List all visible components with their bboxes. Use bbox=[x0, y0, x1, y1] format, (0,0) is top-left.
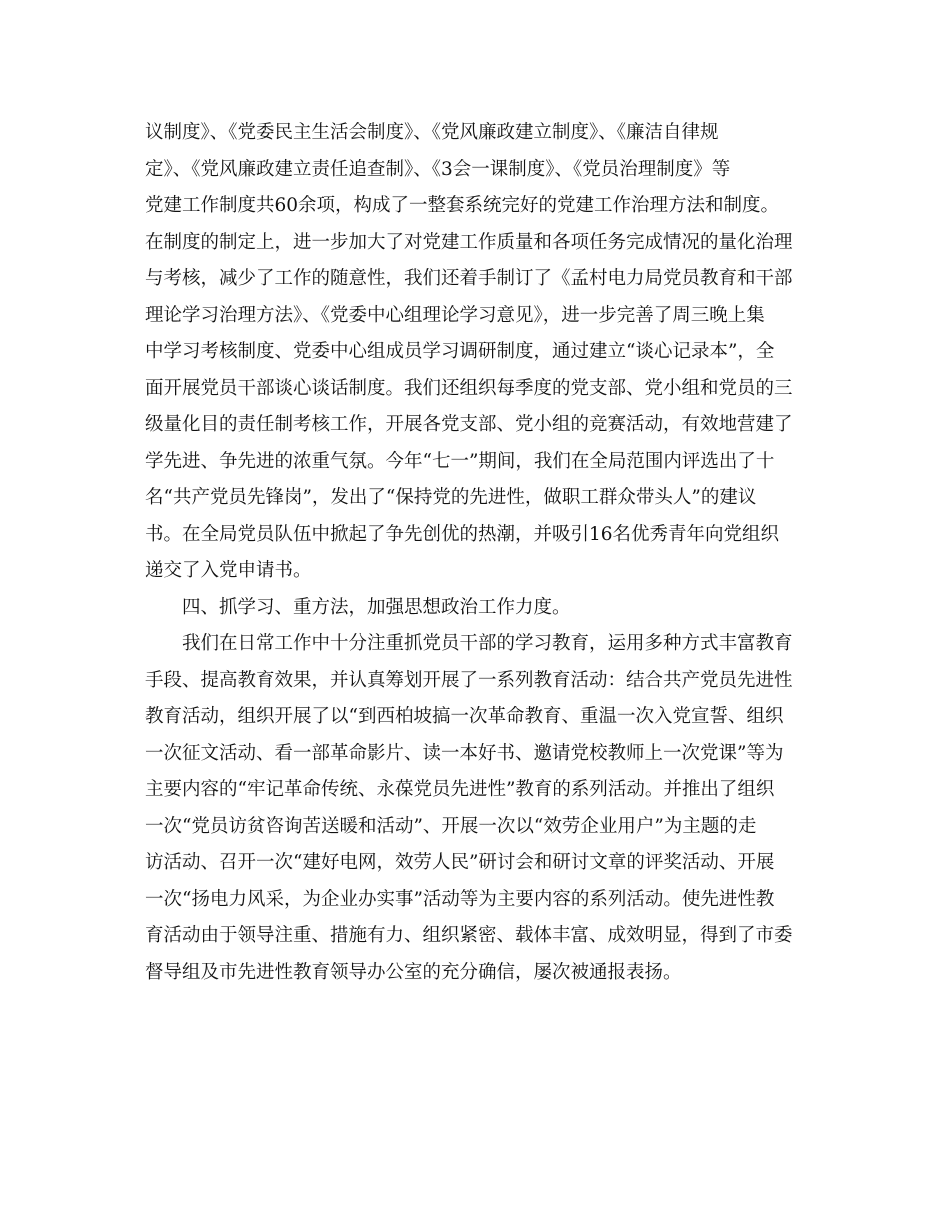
text-line: 中学习考核制度、党委中心组成员学习调研制度，通过建立“谈心记录本”，全 bbox=[145, 341, 775, 362]
text-line: 学先进、争先进的浓重气氛。今年“七一”期间，我们在全局范围内评选出了十 bbox=[145, 450, 775, 472]
text-line: 在制度的制定上，进一步加大了对党建工作质量和各项任务完成情况的量化治理 bbox=[145, 231, 793, 253]
text-line: 一次“党员访贫咨询苦送暖和活动”、开展一次以“效劳企业用户”为主题的走 bbox=[145, 815, 757, 837]
text-line: 递交了入党申请书。 bbox=[145, 560, 312, 581]
text-line: 党建工作制度共60余项，构成了一整套系统完好的党建工作治理方法和制度。 bbox=[145, 195, 780, 216]
text-line: 育活动由于领导注重、措施有力、组织紧密、载体丰富、成效明显，得到了市委 bbox=[145, 925, 793, 946]
text-line: 名“共产党员先锋岗”，发出了“保持党的先进性，做职工群众带头人”的建议 bbox=[145, 487, 757, 508]
text-line: 主要内容的“牢记革命传统、永葆党员先进性”教育的系列活动。并推出了组织 bbox=[145, 779, 775, 800]
text-line: 理论学习治理方法》、《党委中心组理论学习意见》，进一步完善了周三晚上集 bbox=[145, 304, 765, 326]
section-heading: 四、抓学习、重方法，加强思想政治工作力度。 bbox=[182, 596, 571, 618]
text-line: 一次“扬电力风采，为企业办实事”活动等为主要内容的系列活动。使先进性教 bbox=[145, 888, 775, 910]
paragraph-first-line: 我们在日常工作中十分注重抓党员干部的学习教育，运用多种方式丰富教育 bbox=[182, 633, 793, 654]
text-line: 手段、提高教育效果，并认真筹划开展了一系列教育活动：结合共产党员先进性 bbox=[145, 669, 793, 691]
text-line: 书。在全局党员队伍中掀起了争先创优的热潮，并吸引16名优秀青年向党组织 bbox=[145, 523, 780, 545]
text-line: 访活动、召开一次“建好电网，效劳人民”研讨会和研讨文章的评奖活动、开展 bbox=[145, 852, 775, 873]
body-text bbox=[145, 115, 805, 991]
text-line: 与考核，减少了工作的随意性，我们还着手制订了《孟村电力局党员教育和干部 bbox=[145, 268, 793, 289]
text-line: 教育活动，组织开展了以“到西柏坡搞一次革命教育、重温一次入党宣誓、组织 bbox=[145, 706, 784, 727]
text-line: 面开展党员干部谈心谈话制度。我们还组织每季度的党支部、党小组和党员的三 bbox=[145, 377, 793, 399]
text-line: 督导组及市先进性教育领导办公室的充分确信，屡次被通报表扬。 bbox=[145, 961, 682, 983]
text-line: 级量化目的责任制考核工作，开展各党支部、党小组的竞赛活动，有效地营建了 bbox=[145, 414, 793, 435]
text-line: 一次征文活动、看一部革命影片、读一本好书、邀请党校教师上一次党课”等为 bbox=[145, 742, 784, 764]
text-line: 定》、《党风廉政建立责任追查制》、《3会一课制度》、《党员治理制度》等 bbox=[145, 158, 731, 180]
text-line: 议制度》、《党委民主生活会制度》、《党风廉政建立制度》、《廉洁自律规 bbox=[145, 122, 719, 143]
